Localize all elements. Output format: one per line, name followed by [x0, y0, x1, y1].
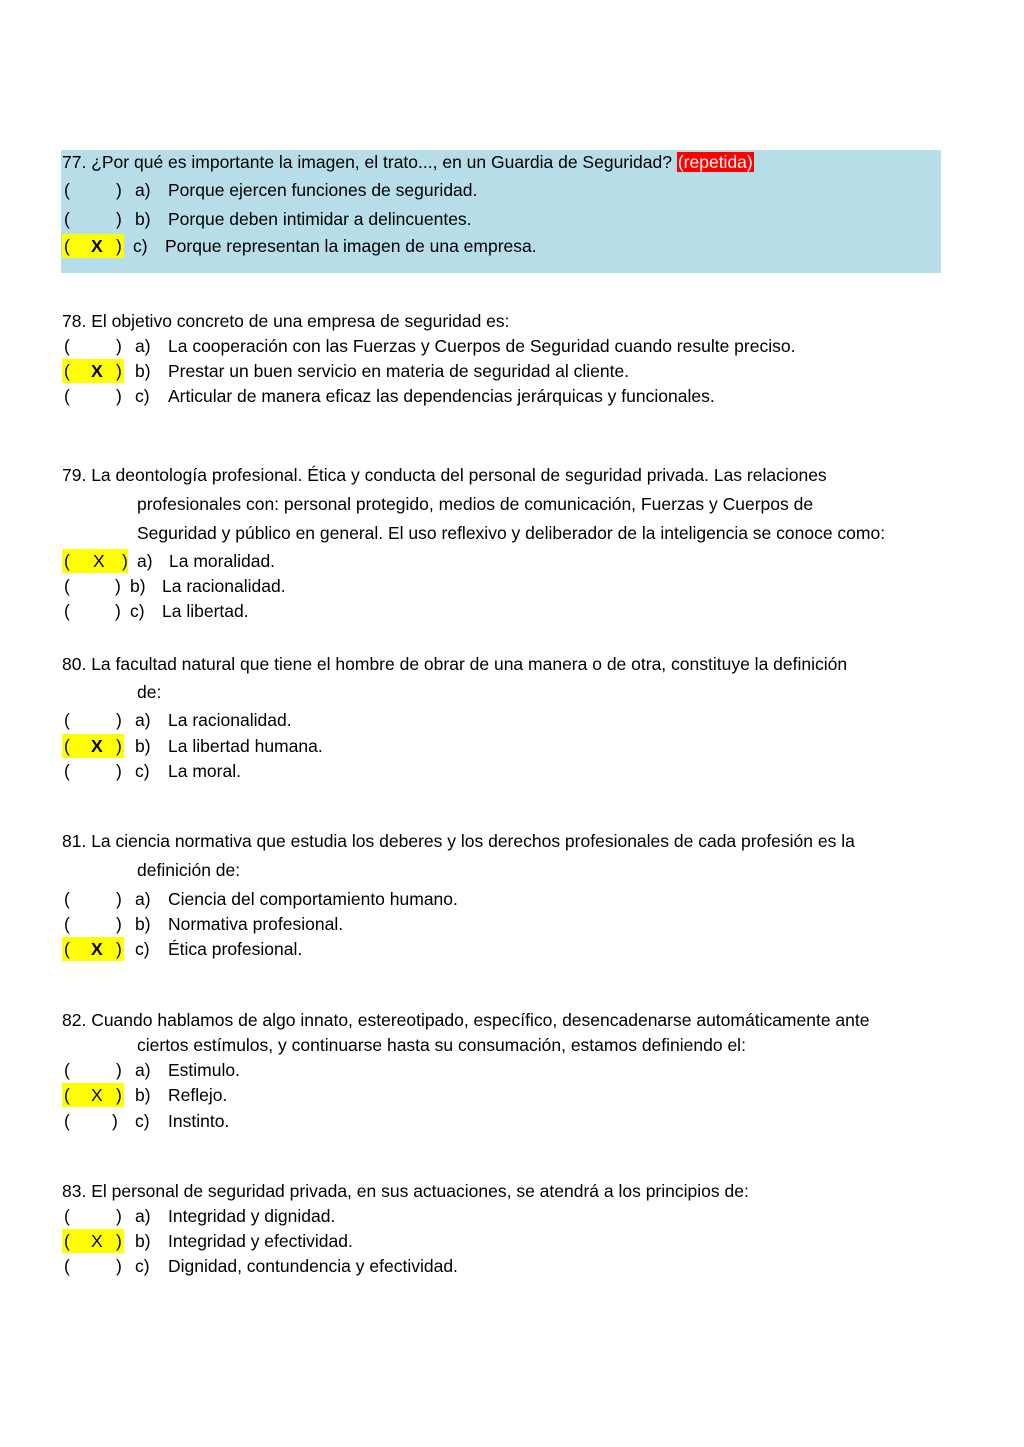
option-text: Porque representan la imagen de una empresa. — [165, 236, 537, 256]
option-text: La libertad. — [162, 601, 249, 621]
question-text-continued: de: — [137, 682, 162, 702]
question-text: 83. El personal de seguridad privada, en sus actuaciones, se atendrá a los principios de: — [62, 1181, 749, 1201]
repeated-tag: (repetida) — [677, 152, 753, 172]
answer-box[interactable] — [62, 759, 124, 783]
option-text: La libertad humana. — [168, 736, 323, 756]
question-text-continued: ciertos estímulos, y continuarse hasta su consumación, estamos definiendo el: — [137, 1035, 746, 1055]
answer-box[interactable] — [62, 887, 124, 911]
option-text: Porque deben intimidar a delincuentes. — [168, 209, 472, 229]
answer-box[interactable] — [62, 1058, 124, 1082]
option-text: Porque ejercen funciones de seguridad. — [168, 180, 478, 200]
option-text: Articular de manera eficaz las dependencias jerárquicas y funcionales. — [168, 386, 715, 406]
answer-box[interactable] — [62, 912, 124, 936]
option-text: La cooperación con las Fuerzas y Cuerpos de Seguridad cuando resulte preciso. — [168, 336, 796, 356]
question-text-continued: profesionales con: personal protegido, medios de comunicación, Fuerzas y Cuerpos de — [137, 494, 814, 514]
answer-box[interactable] — [62, 384, 124, 408]
question-text: 77. ¿Por qué es importante la imagen, el trato..., en un Guardia de Seguridad? (repetida) — [62, 152, 753, 172]
question-text-continued: Seguridad y público en general. El uso reflexivo y deliberador de la inteligencia se conoce como: — [137, 523, 886, 543]
answer-box[interactable] — [62, 207, 124, 231]
option-text: La moralidad. — [169, 551, 276, 571]
option-text: Integridad y dignidad. — [168, 1206, 336, 1226]
option-text: La racionalidad. — [168, 710, 292, 730]
answer-box[interactable] — [62, 708, 124, 732]
question-text: 80. La facultad natural que tiene el hombre de obrar de una manera o de otra, constituye la definición — [62, 654, 848, 674]
answer-box[interactable] — [62, 1254, 124, 1278]
question-text: 81. La ciencia normativa que estudia los deberes y los derechos profesionales de cada profesión es la — [62, 831, 855, 851]
option-text: Ciencia del comportamiento humano. — [168, 889, 458, 909]
option-text: Instinto. — [168, 1111, 230, 1131]
answer-box[interactable] — [62, 334, 124, 358]
option-text: Estimulo. — [168, 1060, 240, 1080]
question-text: 78. El objetivo concreto de una empresa de seguridad es: — [62, 311, 510, 331]
answer-box[interactable] — [62, 1204, 124, 1228]
option-text: Normativa profesional. — [168, 914, 344, 934]
option-text: La racionalidad. — [162, 576, 286, 596]
option-text: Ética profesional. — [168, 939, 303, 959]
question-text: 79. La deontología profesional. Ética y conducta del personal de seguridad privada. Las relaciones — [62, 465, 827, 485]
option-text: Integridad y efectividad. — [168, 1231, 353, 1251]
question-text-continued: definición de: — [137, 860, 241, 880]
option-text: Prestar un buen servicio en materia de seguridad al cliente. — [168, 361, 630, 381]
option-text: La moral. — [168, 761, 241, 781]
option-text: Dignidad, contundencia y efectividad. — [168, 1256, 458, 1276]
question-text: 82. Cuando hablamos de algo innato, estereotipado, específico, desencadenarse automáticamente ante — [62, 1010, 870, 1030]
answer-box[interactable] — [62, 178, 124, 202]
option-text: Reflejo. — [168, 1085, 228, 1105]
